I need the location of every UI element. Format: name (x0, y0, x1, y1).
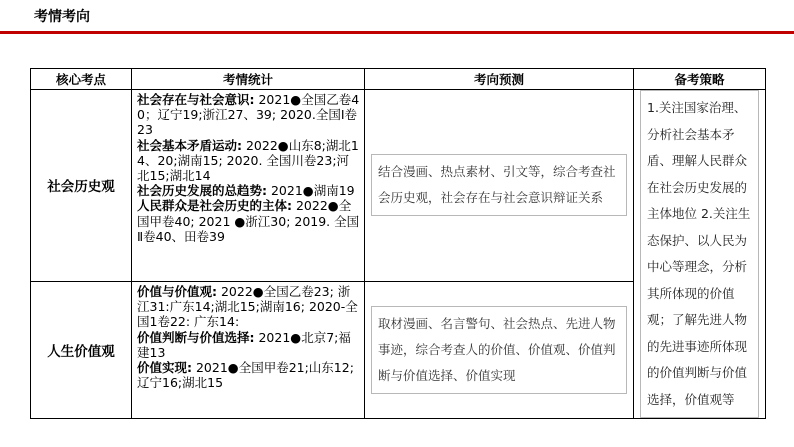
section-title: 考情考向 (34, 9, 90, 25)
prediction-text: 结合漫画、热点素材、引文等，综合考查社会历史观，社会存在与社会意识辩证关系 (371, 154, 627, 216)
stats-entry-label: 社会存在与社会意识: (137, 92, 255, 107)
stats-entry-label: 社会历史发展的总趋势: (137, 183, 267, 199)
stats-entry-label: 人民群众是社会历史的主体: (137, 198, 292, 214)
column-header-exam-stats: 考情统计 (132, 69, 365, 90)
stats-entry-text: 2022●全国乙卷23; 浙江31:广东14;湖北15;湖南16; 2020-全国1卷22: 广东14: (137, 283, 358, 330)
stats-cell (132, 90, 365, 282)
stats-entry-label: 价值与价值观: (137, 283, 217, 299)
table-row (31, 90, 766, 282)
stats-entry-text: 2022●山东8;湖北14、20;湖南15; 2020. 全国川卷23;河北15;湖北14 (137, 137, 359, 184)
header-divider (0, 31, 794, 34)
stats-entry-text: 2021●湖南19 (267, 183, 355, 199)
prediction-cell (365, 281, 634, 418)
stats-entry-label: 价值实现: (137, 359, 192, 375)
stats-entry (137, 92, 360, 138)
stats-entry-text: 2021●全国乙卷40；辽宁19;浙江27、39; 2020.全国Ⅰ卷23 (137, 92, 360, 138)
stats-entry-text: 2021●全国甲卷21;山东12;辽宁16;湖北15 (137, 359, 354, 391)
stats-entry (137, 284, 360, 330)
stats-entry (137, 198, 360, 244)
stats-entry-text: 2022●全国甲卷40; 2021 ●浙江30; 2019. 全国Ⅱ卷40、田卷39 (137, 198, 360, 244)
column-header-core-topic: 核心考点 (31, 69, 132, 90)
strategy-text: 1.关注国家治理、分析社会基本矛盾、理解人民群众在社会历史发展的主体地位 2.关注生态保护、以人民为中心等理念，分析其所体现的价值观；了解先进人物的先进事迹所体现的价值判断与价值选择，价值观等 (640, 90, 759, 418)
stats-entry (137, 330, 360, 360)
column-header-prediction: 考向预测 (365, 69, 634, 90)
stats-entry-label: 价值判断与价值选择: (137, 329, 255, 345)
prediction-cell (365, 90, 634, 282)
stats-entry-text: 2021●北京7;福建13 (137, 329, 351, 360)
stats-cell (132, 281, 365, 418)
stats-entry (137, 183, 360, 198)
prediction-text: 取材漫画、名言警句、社会热点、先进人物事迹，综合考查人的价值、价值观、价值判断与价值选择、价值实现 (371, 306, 627, 394)
exam-analysis-table (30, 68, 766, 419)
stats-entry (137, 360, 360, 390)
stats-entry (137, 138, 360, 184)
topic-cell: 社会历史观 (31, 90, 132, 282)
table-header-row (31, 69, 766, 90)
column-header-strategy: 备考策略 (634, 69, 766, 90)
strategy-cell (634, 90, 766, 419)
stats-entry-label: 社会基本矛盾运动: (137, 137, 242, 153)
topic-cell: 人生价值观 (31, 281, 132, 418)
